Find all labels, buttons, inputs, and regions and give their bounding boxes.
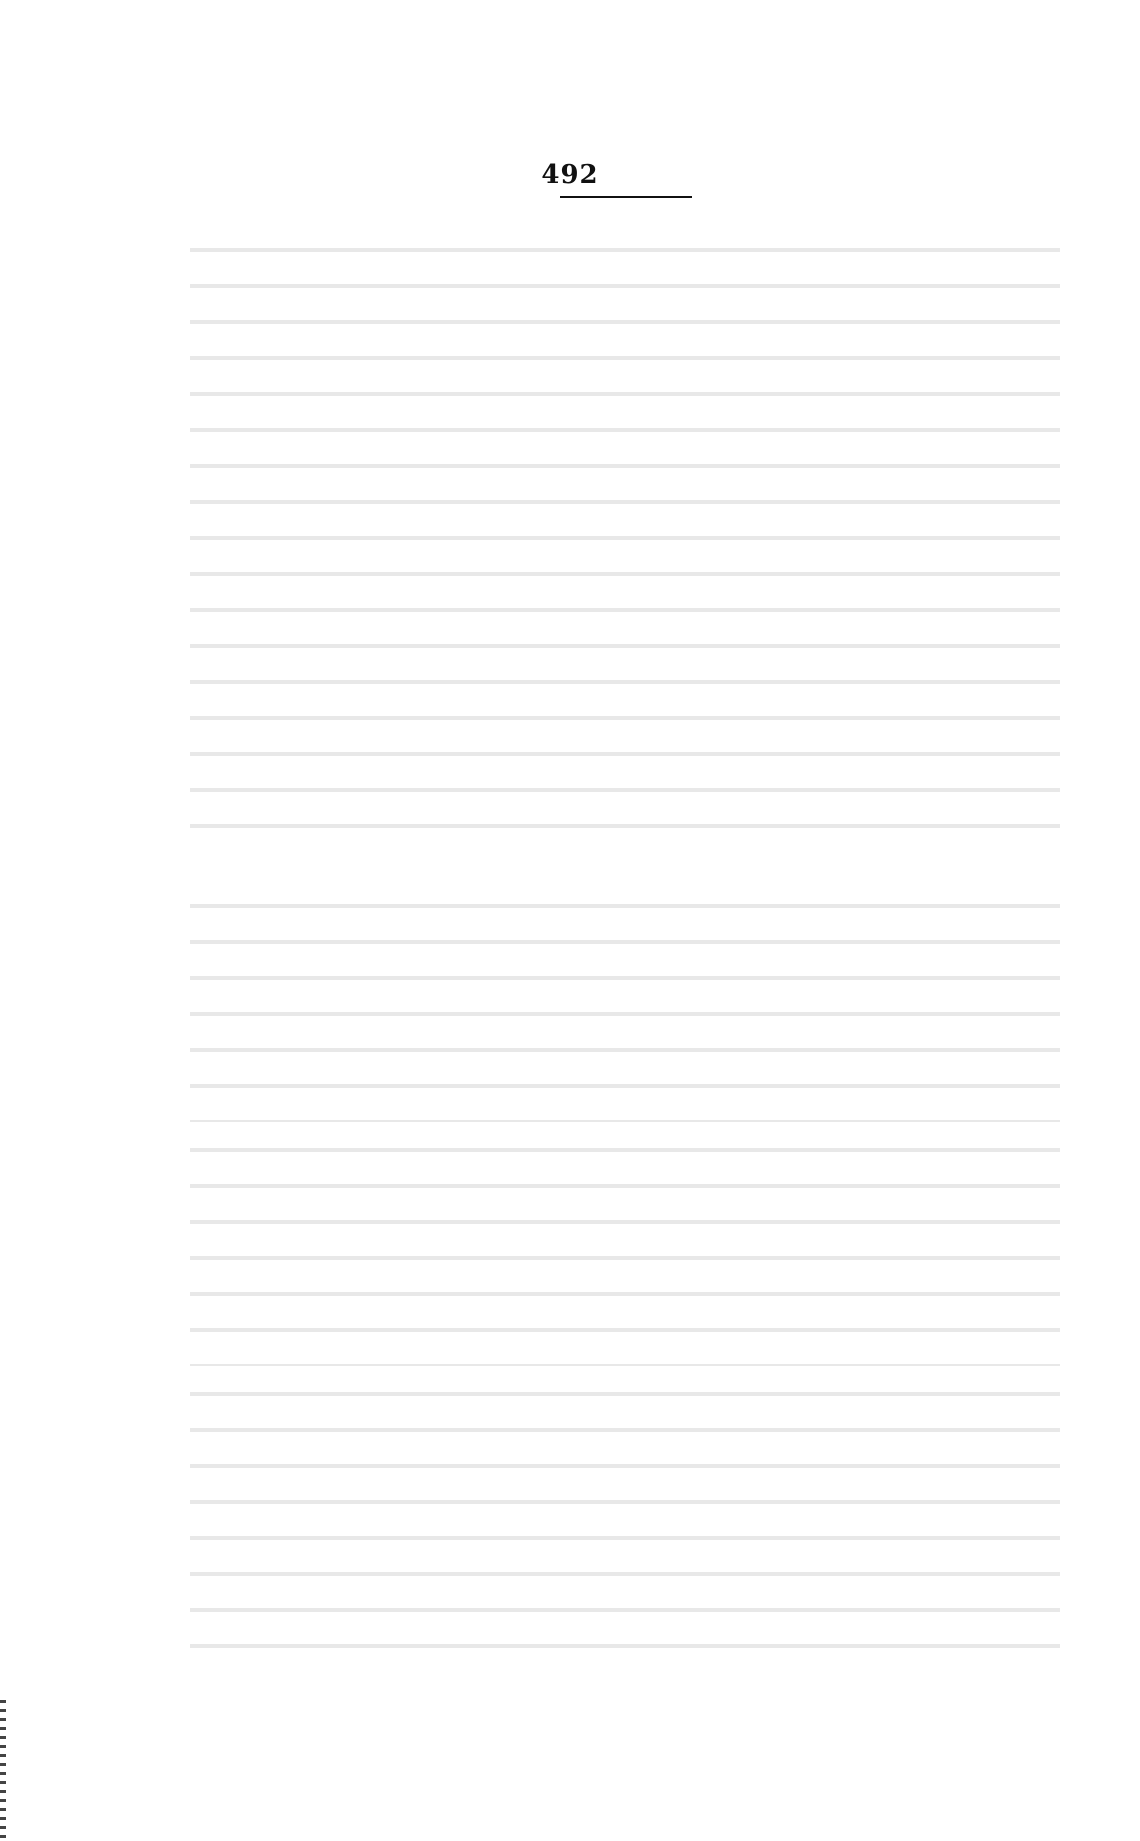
- body-paragraph-3: [190, 1122, 1060, 1366]
- body-paragraph-4: [190, 1366, 1060, 1666]
- body-paragraph-1: [190, 222, 1060, 846]
- body-paragraph-2: [190, 878, 1060, 1122]
- page-number: 492: [541, 160, 599, 190]
- page-number-rule: [560, 196, 692, 198]
- scan-edge-marks: [0, 1700, 6, 1841]
